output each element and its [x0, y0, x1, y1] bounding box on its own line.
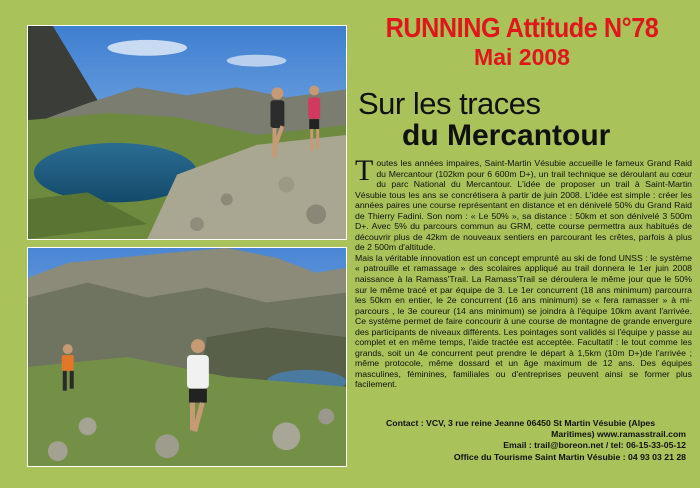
issue-date: Mai 2008: [474, 44, 570, 70]
contact-line-1: Contact : VCV, 3 rue reine Jeanne 06450 St Martin Vésubie (Alpes: [386, 418, 656, 428]
mountain-lake-runners-photo: [27, 25, 347, 240]
article-headline: [358, 88, 688, 152]
headline-line-2: du Mercantour: [402, 119, 611, 152]
drop-cap: T: [355, 154, 374, 187]
contact-line-2: Maritimes) www.ramasstrail.com: [551, 429, 686, 440]
headline-line-1: Sur les traces: [358, 86, 541, 121]
contact-line-3: Email : trail@boreon.net / tel: 06-15-33-05-12: [503, 440, 686, 451]
magazine-title-block: [352, 12, 692, 71]
contact-line-4: Office du Tourisme Saint Martin Vésubie : 04 93 03 21 28: [453, 451, 686, 462]
article-paragraph-2: Mais la véritable innovation est un concept emprunté au ski de fond UNSS : le système « patrouille et ramassage » des scolaires appliqué au trail donnera le 1er juin 2008 naissance à la Ramass'Trail. La Ramass'Trail se déroulera le même jour que le 50% sur le même tracé et par équipe de 3. Le 1er concurrent (18 ans minimum) parcourra les 50km en entier, le 2e concurrent (16 ans minimum) se « fera ramasser » à mi-parcours , le 3e coureur (14 ans minimum) se joindra à l'équipe 10km avant l'arrivée. Ce système permet de faire concourir à une course de montagne de grande envergure des participants de niveaux différents. Les pointages sont validés si l'équipe y passe au complet et en même temps, l'aide tractée est acceptée. Facultatif : le tout comme les grands, soit un 4e concurrent peut prendre le départ à 1,5km (10m D+)de l'arrivée ; même protocole, même dossard et un âge maximum de 12 ans. Des équipes masculines, féminines, familiales ou d'entreprises peuvent ainsi se former plus facilement.: [355, 252, 692, 390]
article-paragraph-1: [355, 154, 692, 253]
paragraph-1-text: outes les années impaires, Saint-Martin Vésubie accueille le fameux Grand Raid du Mercantour (102km pour 6 600m D+), un trail technique se déroulant au cœur du parc National du Mercantour. L'idée de proposer un trail à Saint-Martin Vésubie tous les ans se concrétisera à partir de juin 2008. L'idée est simple : créer les années paires une course représentant en distance et en dénivelé 50% du Grand Raid de Thierry Fadini. Son nom : « Le 50% », sa distance : 50km et son dénivelé 3 500m D+. Avec 5% du parcours commun au GRM, cette course permettra aux habitués de découvrir plus de 42km de nouveaux sentiers en parcourant les crêtes, parfois à plus de 2 500m d'altitude.: [355, 158, 692, 253]
article-body: [355, 154, 692, 390]
mountain-ridge-runners-photo: [27, 247, 347, 467]
contact-block: [386, 418, 686, 463]
magazine-title: RUNNING Attitude N°78: [385, 12, 659, 43]
